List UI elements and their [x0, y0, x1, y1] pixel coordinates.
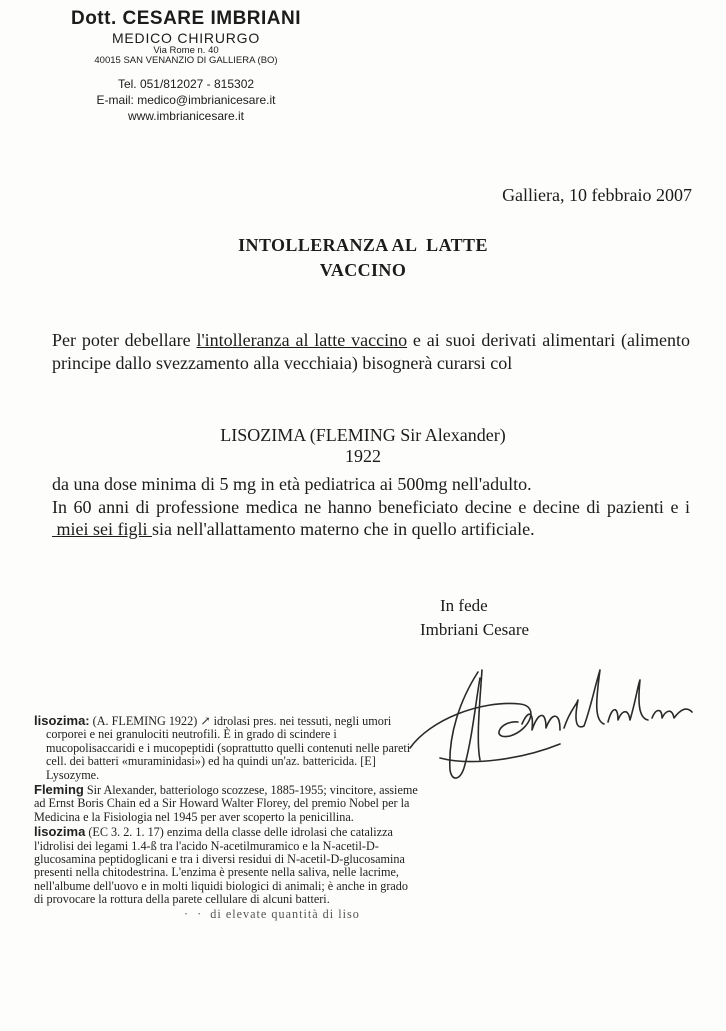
- address-street: Via Rome n. 40: [153, 45, 219, 56]
- paragraph-intro: [52, 329, 690, 374]
- clipping-entry-lisozima: [34, 714, 418, 782]
- address-city: 40015 SAN VENANZIO DI GALLIERA (BO): [94, 55, 278, 66]
- dosage-line: da una dose minima di 5 mg in età pediatrica ai 500mg nell'adulto.: [52, 474, 532, 494]
- paragraph-dosage: [52, 473, 690, 541]
- letter-title: [0, 233, 726, 283]
- dosage-text-end: sia nell'allattamento materno che in quello artificiale.: [151, 519, 535, 539]
- handwritten-signature: [400, 640, 710, 790]
- medicine-year: 1922: [345, 446, 381, 466]
- doctor-name: Dott. CESARE IMBRIANI: [70, 8, 302, 29]
- clipping-entry-lisozima-ec: [34, 825, 418, 906]
- letterhead: [66, 8, 306, 124]
- medicine-block: [0, 425, 726, 467]
- intro-text-end: e ai suoi derivati alimentari (alimento principe dallo svezzamento alla vecchiaia) bisognerà curarsi col: [52, 330, 691, 373]
- title-line-1: INTOLLERANZA AL LATTE: [238, 235, 488, 255]
- doctor-title: MEDICO CHIRURGO: [111, 30, 261, 46]
- title-line-2: VACCINO: [319, 260, 407, 280]
- entry-headword: lisozima:: [34, 713, 90, 728]
- closing-signatory: Imbriani Cesare: [420, 620, 530, 639]
- entry-definition: (A. FLEMING 1922) ↗ idrolasi pres. nei tessuti, negli umori corporei e nei granulociti neutrofili. È in grado di scindere i mucopolisaccaridi e i mucopeptidi (soprattutto quelli contenuti nelle pareti cell. dei batteri «muraminidasi») ed ha quindi un'az. battericida. [E] Lysozyme.: [46, 714, 411, 782]
- entry-headword: lisozima: [34, 824, 86, 840]
- clipping-cut-line: · · di elevate quantità di liso: [184, 906, 360, 921]
- dictionary-clipping: [34, 714, 418, 921]
- phone-number: Tel. 051/812027 - 815302: [117, 77, 255, 91]
- dosage-underlined-text: miei sei figli: [52, 519, 152, 539]
- dosage-text-start: In 60 anni di professione medica ne hanno beneficiato decine e decine di pazienti e i: [52, 496, 690, 517]
- closing-salutation: In fede: [440, 596, 488, 615]
- letter-date: Galliera, 10 febbraio 2007: [502, 185, 692, 205]
- entry-definition: Sir Alexander, batteriologo scozzese, 1885-1955; vincitore, assieme ad Ernst Boris Chain ed a Sir Howard Walter Florey, del premio Nobel per la Medicina e la Fisiologia nel 1945 per aver scoperto la penicillina.: [34, 783, 418, 824]
- medicine-name: LISOZIMA (FLEMING Sir Alexander): [220, 425, 506, 445]
- email-address: E-mail: medico@imbrianicesare.it: [96, 93, 276, 107]
- intro-underlined-text: l'intolleranza al latte vaccino: [196, 330, 408, 350]
- closing-block: [420, 594, 529, 642]
- entry-headword: Fleming: [34, 782, 84, 798]
- clipping-entry-fleming: [34, 783, 418, 824]
- website: www.imbrianicesare.it: [127, 109, 245, 123]
- entry-definition: (EC 3. 2. 1. 17) enzima della classe delle idrolasi che catalizza l'idrolisi dei legami 1.4-ß tra l'acido N-acetilmuramico e la N-acetil-D-glucosamina peptidoglicani e tra i diversi residui di N-acetil-D-glucosamina presenti nella chitodestrina. L'enzima è presente nella saliva, nelle lacrime, nell'albume dell'uovo e in molti liquidi biologici di animali; è anche in grado di provocare la rottura della parete cellulare di alcuni batteri.: [34, 825, 408, 907]
- intro-text-start: Per poter debellare: [52, 330, 197, 350]
